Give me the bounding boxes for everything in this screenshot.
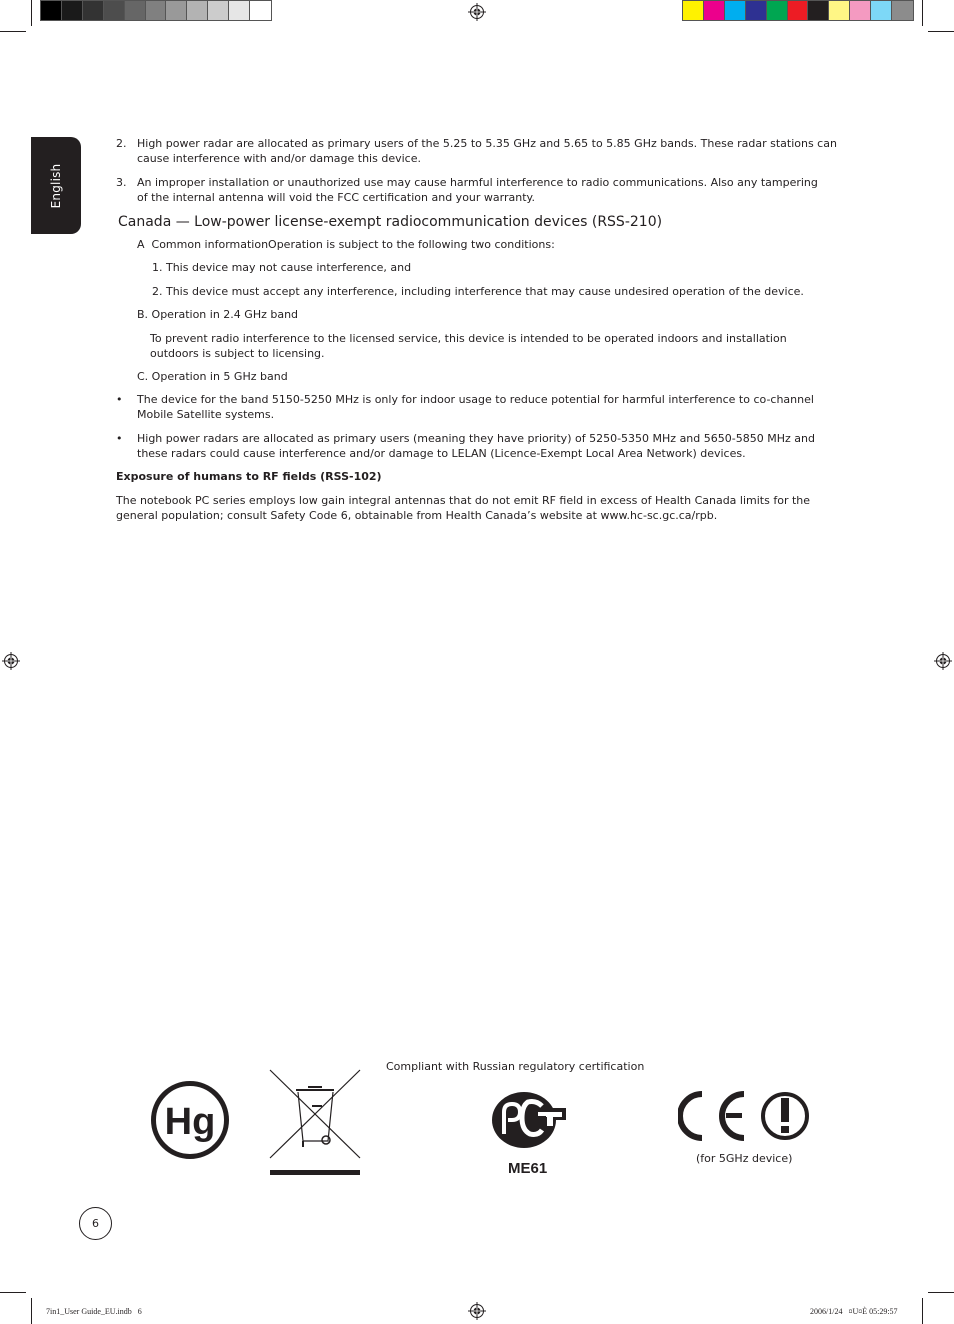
bullet-text-line: Mobile Satellite systems. (137, 408, 275, 421)
color-swatch (704, 1, 725, 20)
color-swatch (41, 1, 62, 20)
color-swatch (829, 1, 850, 20)
bullet-icon: • (116, 393, 123, 406)
color-swatch (104, 1, 125, 20)
color-swatch (746, 1, 767, 20)
color-swatch (187, 1, 208, 20)
color-swatch (208, 1, 229, 20)
section-b-body: outdoors is subject to licensing. (150, 347, 325, 360)
ce-caption: (for 5GHz device) (696, 1152, 793, 1165)
item-number: 3. (116, 176, 127, 189)
crop-mark-bl-h (0, 1292, 26, 1293)
bullet-text-line: The device for the band 5150-5250 MHz is only for indoor usage to reduce potential for harmful interference to co-channel (137, 393, 814, 406)
crop-mark-tl-v (31, 0, 32, 26)
mercury-hg-icon (150, 1080, 230, 1160)
page-number: 6 (79, 1207, 112, 1240)
registration-mark-left-icon (2, 652, 20, 670)
bullet-text-line: these radars could cause interference and/or damage to LELAN (Licence-Exempt Local Area Network) devices. (137, 447, 746, 460)
crop-mark-br-v (922, 1298, 923, 1324)
color-swatch (808, 1, 829, 20)
color-swatch (229, 1, 250, 20)
item-text-line: An improper installation or unauthorized use may cause harmful interference to radio communications. Also any tampering (137, 176, 818, 189)
color-swatch (683, 1, 704, 20)
rf-body: general population; consult Safety Code 6, obtainable from Health Canada’s website at www.hc-sc.gc.ca/rpb. (116, 509, 718, 522)
language-tab-label: English (49, 163, 63, 208)
pct-russian-cert-icon (490, 1090, 568, 1152)
crop-mark-tl-h (0, 31, 26, 32)
rf-body: The notebook PC series employs low gain integral antennas that do not emit RF field in excess of Health Canada limits for the (116, 494, 811, 507)
rf-heading: Exposure of humans to RF fields (RSS-102) (116, 470, 382, 483)
weee-crossed-bin-icon (268, 1068, 362, 1178)
color-swatch (725, 1, 746, 20)
registration-mark-right-icon (934, 652, 952, 670)
canada-heading: Canada — Low-power license-exempt radiocommunication devices (RSS-210) (118, 214, 663, 230)
color-swatch (892, 1, 913, 20)
item-number: 2. (116, 137, 127, 150)
crop-mark-br-h (928, 1292, 954, 1293)
item-text-line: cause interference with and/or damage this device. (137, 152, 421, 165)
bullet-text-line: High power radars are allocated as primary users (meaning they have priority) of 5250-5350 MHz and 5650-5850 MHz and (137, 432, 815, 445)
pct-code: ME61 (508, 1160, 548, 1177)
crop-mark-tr-h (928, 31, 954, 32)
color-swatch (788, 1, 809, 20)
color-bar (682, 0, 914, 21)
condition-item: 2. This device must accept any interference, including interference that may cause undesired operation of the device. (152, 285, 804, 298)
crop-mark-tr-v (922, 0, 923, 26)
bullet-icon: • (116, 432, 123, 445)
color-swatch (850, 1, 871, 20)
color-swatch (871, 1, 892, 20)
section-b-title: B. Operation in 2.4 GHz band (137, 308, 299, 321)
color-swatch (62, 1, 83, 20)
svg-text:Hg: Hg (164, 1101, 216, 1143)
registration-mark-bottom-icon (468, 1302, 486, 1320)
color-swatch (250, 1, 271, 20)
gray-scale-bar (40, 0, 272, 21)
ce-mark-icon (678, 1090, 812, 1142)
slug-right: 2006/1/24 ¤U¤È 05:29:57 (810, 1307, 898, 1316)
section-b-body: To prevent radio interference to the licensed service, this device is intended to be operated indoors and installation (150, 332, 787, 345)
registration-mark-top-icon (468, 3, 486, 21)
item-text-line: High power radar are allocated as primary users of the 5.25 to 5.35 GHz and 5.65 to 5.85 GHz bands. These radar stations can (137, 137, 837, 150)
russian-cert-caption: Compliant with Russian regulatory certification (386, 1060, 645, 1073)
color-swatch (166, 1, 187, 20)
color-swatch (125, 1, 146, 20)
section-c-title: C. Operation in 5 GHz band (137, 370, 288, 383)
color-swatch (83, 1, 104, 20)
item-text-line: of the internal antenna will void the FCC certification and your warranty. (137, 191, 535, 204)
section-a-title: A Common informationOperation is subject to the following two conditions: (137, 238, 555, 251)
crop-mark-bl-v (31, 1298, 32, 1324)
condition-item: 1. This device may not cause interference, and (152, 261, 412, 274)
color-swatch (146, 1, 167, 20)
slug-left: 7in1_User Guide_EU.indb 6 (46, 1307, 142, 1316)
language-tab (31, 137, 81, 234)
color-swatch (767, 1, 788, 20)
